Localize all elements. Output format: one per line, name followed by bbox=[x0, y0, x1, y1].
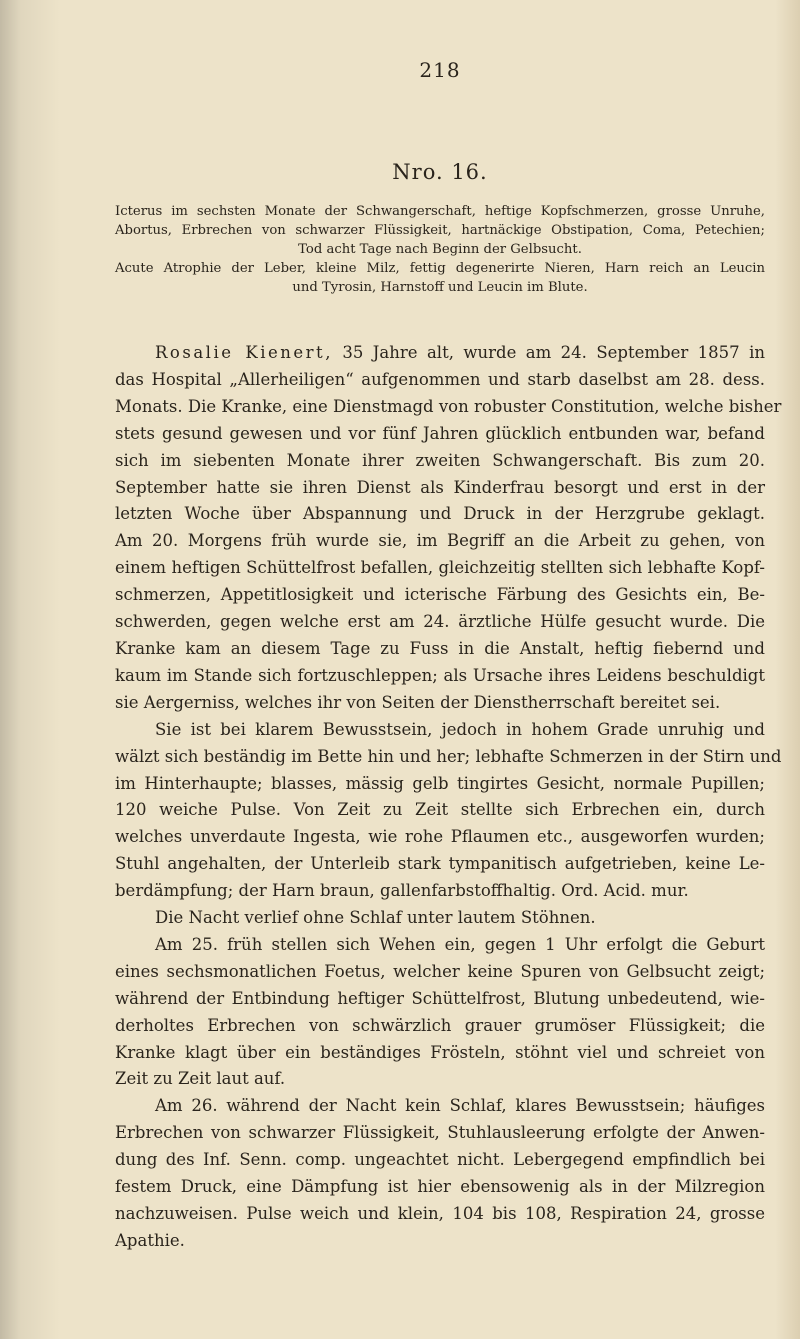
body-line: während der Entbindung heftiger Schüttelfrost, Blutung unbedeutend, wie- bbox=[115, 988, 765, 1008]
body-line: Die Nacht verlief ohne Schlaf unter lautem Stöhnen. bbox=[155, 908, 596, 928]
body-line: 120 weiche Pulse. Von Zeit zu Zeit stellte sich Erbrechen ein, durch bbox=[115, 800, 765, 820]
case-summary bbox=[115, 202, 765, 297]
body-line: schmerzen, Appetitlosigkeit und icterische Färbung des Gesichts ein, Be- bbox=[115, 585, 765, 605]
summary-line: Acute Atrophie der Leber, kleine Milz, fettig degenerirte Nieren, Harn reich an Leucin bbox=[115, 261, 765, 276]
body-line: Apathie. bbox=[115, 1230, 185, 1250]
body-line: eines sechsmonatlichen Foetus, welcher keine Spuren von Gelbsucht zeigt; bbox=[115, 961, 765, 981]
body-line: nachzuweisen. Pulse weich und klein, 104 bis 108, Respiration 24, grosse bbox=[115, 1204, 765, 1223]
body-line: berdämpfung; der Harn braun, gallenfarbstoffhaltig. Ord. Acid. mur. bbox=[115, 881, 689, 901]
summary-line: und Tyrosin, Harnstoff und Leucin im Blute. bbox=[292, 280, 588, 295]
summary-line: Icterus im sechsten Monate der Schwangerschaft, heftige Kopfschmerzen, grosse Unruhe, bbox=[115, 204, 765, 219]
body-line: Erbrechen von schwarzer Flüssigkeit, Stuhlausleerung erfolgte der Anwen- bbox=[115, 1123, 765, 1143]
body-line: Kranke kam an diesem Tage zu Fuss in die Anstalt, heftig fiebernd und bbox=[115, 638, 765, 658]
body-line: Monats. Die Kranke, eine Dienstmagd von robuster Constitution, welche bisher bbox=[115, 396, 782, 416]
body-line-text: 35 Jahre alt, wurde am 24. September 1857 in bbox=[332, 343, 765, 362]
body-line: Kranke klagt über ein beständiges Frösteln, stöhnt viel und schreiet von bbox=[115, 1042, 765, 1062]
body-line: sie Aergerniss, welches ihr von Seiten der Dienstherrschaft bereitet sei. bbox=[115, 692, 721, 712]
body-line: wälzt sich beständig im Bette hin und her; lebhafte Schmerzen in der Stirn und bbox=[115, 746, 782, 766]
body-line: festem Druck, eine Dämpfung ist hier ebensowenig als in der Milzregion bbox=[115, 1177, 765, 1197]
body-line: Stuhl angehalten, der Unterleib stark tympanitisch aufgetrieben, keine Le- bbox=[115, 854, 765, 874]
body-line: Am 20. Morgens früh wurde sie, im Begriff an die Arbeit zu gehen, von bbox=[115, 531, 765, 551]
body-line: Am 26. während der Nacht kein Schlaf, klares Bewusstsein; häufiges bbox=[155, 1096, 765, 1116]
body-line: kaum im Stande sich fortzuschleppen; als Ursache ihres Leidens beschuldigt bbox=[115, 665, 765, 685]
body-line: letzten Woche über Abspannung und Druck in der Herzgrube geklagt. bbox=[115, 504, 765, 524]
body-line: im Hinterhaupte; blasses, mässig gelb tingirtes Gesicht, normale Pupillen; bbox=[115, 773, 765, 793]
body-line: September hatte sie ihren Dienst als Kinderfrau besorgt und erst in der bbox=[115, 477, 765, 497]
body-line: Sie ist bei klarem Bewusstsein, jedoch in hohem Grade unruhig und bbox=[155, 719, 765, 739]
summary-line: Tod acht Tage nach Beginn der Gelbsucht. bbox=[298, 242, 582, 257]
body-line: das Hospital „Allerheiligen“ aufgenommen und starb daselbst am 28. dess. bbox=[115, 369, 765, 389]
body-line: Zeit zu Zeit laut auf. bbox=[115, 1069, 286, 1089]
page-number: 218 bbox=[419, 58, 461, 82]
patient-name: Rosalie Kienert, bbox=[155, 343, 333, 362]
body-line: Am 25. früh stellen sich Wehen ein, gegen 1 Uhr erfolgt die Geburt bbox=[155, 934, 765, 954]
body-line bbox=[115, 340, 765, 367]
body-line: dung des Inf. Senn. comp. ungeachtet nicht. Lebergegend empfindlich bei bbox=[115, 1150, 765, 1170]
case-heading: Nro. 16. bbox=[392, 160, 488, 184]
body-line: einem heftigen Schüttelfrost befallen, gleichzeitig stellten sich lebhafte Kopf- bbox=[115, 558, 765, 578]
body-line: schwerden, gegen welche erst am 24. ärztliche Hülfe gesucht wurde. Die bbox=[115, 612, 765, 632]
case-body bbox=[115, 340, 782, 1255]
body-line: derholtes Erbrechen von schwärzlich grauer grumöser Flüssigkeit; die bbox=[115, 1015, 765, 1035]
body-line: sich im siebenten Monate ihrer zweiten Schwangerschaft. Bis zum 20. bbox=[115, 450, 765, 470]
body-line: welches unverdaute Ingesta, wie rohe Pflaumen etc., ausgeworfen wurden; bbox=[115, 827, 765, 847]
summary-line: Abortus, Erbrechen von schwarzer Flüssigkeit, hartnäckige Obstipation, Coma, Petechien; bbox=[115, 223, 765, 238]
body-line: stets gesund gewesen und vor fünf Jahren glücklich entbunden war, befand bbox=[115, 423, 765, 443]
